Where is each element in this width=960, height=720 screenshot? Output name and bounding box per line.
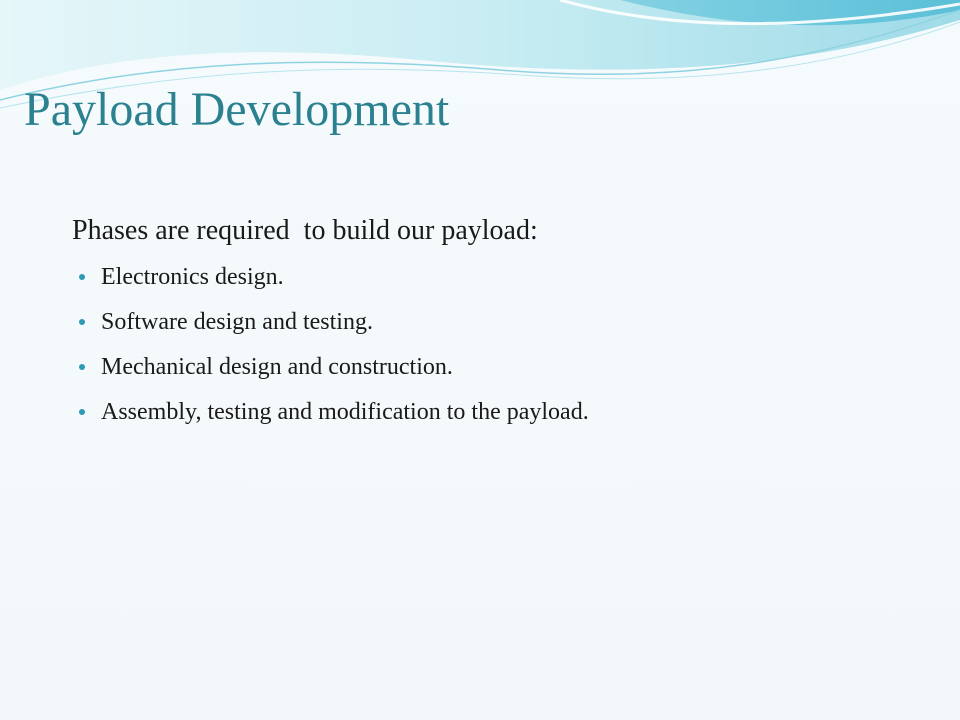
- list-item-text: Electronics design.: [101, 263, 284, 290]
- slide-body: [72, 214, 932, 442]
- list-item: [72, 262, 932, 292]
- list-item: [72, 397, 932, 427]
- bullet-dot-icon: [79, 364, 85, 370]
- bullet-dot-icon: [79, 319, 85, 325]
- intro-text: Phases are required to build our payload:: [72, 215, 538, 246]
- list-item-text: Assembly, testing and modification to the payload.: [101, 398, 589, 425]
- list-item: [72, 307, 932, 337]
- bullet-dot-icon: [79, 274, 85, 280]
- bullet-list: [72, 262, 932, 427]
- list-item: [72, 352, 932, 382]
- bullet-dot-icon: [79, 409, 85, 415]
- list-item-text: Mechanical design and construction.: [101, 353, 453, 380]
- list-item-text: Software design and testing.: [101, 308, 373, 335]
- slide-title: Payload Development: [24, 83, 450, 136]
